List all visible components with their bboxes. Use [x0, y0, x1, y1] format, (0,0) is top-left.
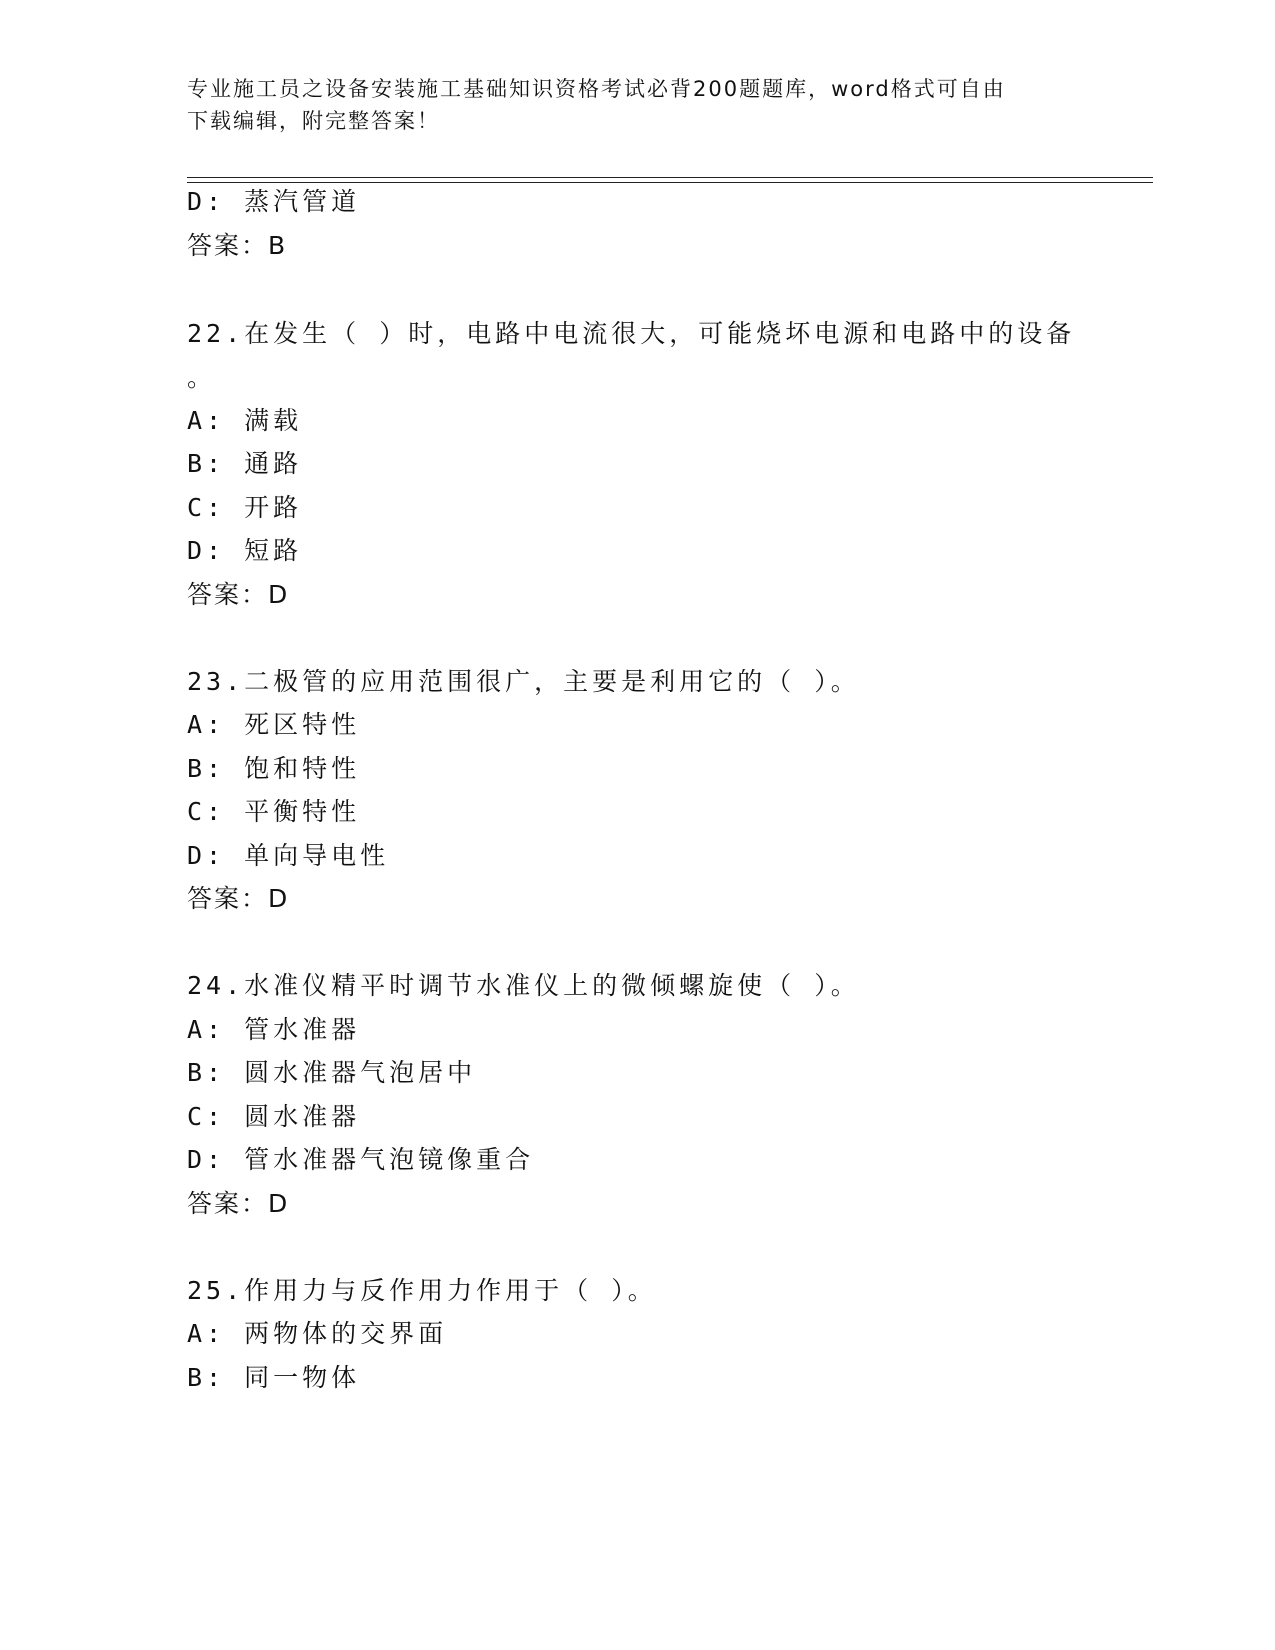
option-a: A: 两物体的交界面 [187, 1319, 448, 1348]
option-d: D: 管水准器气泡镜像重合 [187, 1145, 535, 1174]
question-stem: 25.作用力与反作用力作用于（ ）。 [187, 1276, 657, 1305]
header-line-1: 专业施工员之设备安装施工基础知识资格考试必背200题题库，word格式可自由 [187, 77, 1006, 101]
option-b: B: 饱和特性 [187, 754, 361, 783]
question-stem: 22.在发生（ ）时，电路中电流很大，可能烧坏电源和电路中的设备 [187, 319, 1076, 348]
question-stem: 23.二极管的应用范围很广，主要是利用它的（ ）。 [187, 667, 860, 696]
question-stem-continuation: 。 [187, 363, 217, 392]
option-c: C: 圆水准器 [187, 1102, 361, 1131]
option-d: D: 蒸汽管道 [187, 187, 361, 216]
question-stem: 24.水准仪精平时调节水准仪上的微倾螺旋使（ ）。 [187, 971, 860, 1000]
option-b: B: 圆水准器气泡居中 [187, 1058, 477, 1087]
option-d: D: 单向导电性 [187, 841, 390, 870]
answer-line: 答案：B [187, 231, 288, 260]
header-line-2: 下载编辑，附完整答案！ [187, 109, 440, 133]
document-header [187, 73, 1087, 137]
option-b: B: 同一物体 [187, 1363, 361, 1392]
header-divider-bottom [187, 182, 1153, 183]
answer-line: 答案：D [187, 884, 290, 913]
option-c: C: 开路 [187, 493, 303, 522]
header-divider-top [187, 177, 1153, 178]
option-c: C: 平衡特性 [187, 797, 361, 826]
answer-line: 答案：D [187, 580, 290, 609]
option-b: B: 通路 [187, 449, 303, 478]
option-a: A: 管水准器 [187, 1015, 361, 1044]
answer-line: 答案：D [187, 1189, 290, 1218]
option-d: D: 短路 [187, 536, 303, 565]
option-a: A: 死区特性 [187, 710, 361, 739]
option-a: A: 满载 [187, 406, 303, 435]
